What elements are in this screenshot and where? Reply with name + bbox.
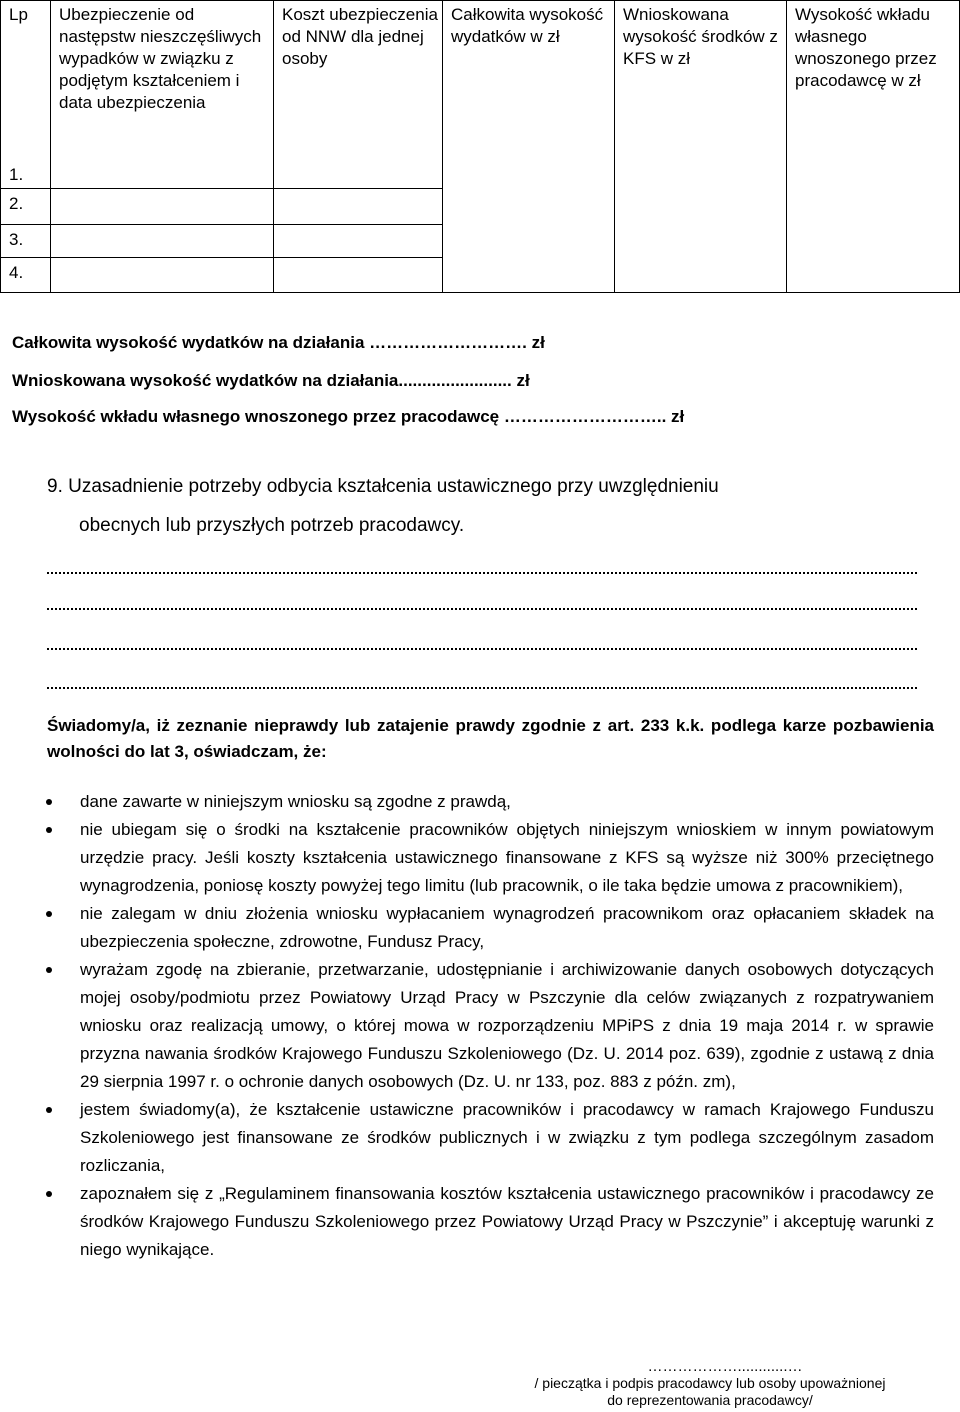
dotted-line <box>47 604 917 610</box>
dotted-line <box>47 644 917 650</box>
list-item: dane zawarte w niniejszym wniosku są zgodne z prawdą, <box>0 788 934 816</box>
summary-requested-expenses: Wnioskowana wysokość wydatków na działania........................ zł <box>12 371 530 390</box>
bullet-icon <box>46 1191 52 1197</box>
summary-total-expenses: Całkowita wysokość wydatków na działania ………………………. zł <box>12 333 545 352</box>
section-9-heading: 9. Uzasadnienie potrzeby odbycia kształcenia ustawicznego przy uwzględnieniu <box>47 476 719 497</box>
list-item: zapoznałem się z „Regulaminem finansowania kosztów kształcenia ustawicznego pracowników i pracodawcy ze środków Krajowego Funduszu Szkoleniowego przez Powiatowy Urząd Pracy w Pszczynie” i akceptuję warunki z niego wynikające. <box>0 1180 934 1264</box>
header-lp <box>1 1 51 189</box>
table-cell <box>51 189 274 225</box>
costs-table <box>0 0 960 293</box>
declaration-statement: Świadomy/a, iż zeznanie nieprawdy lub zatajenie prawdy zgodnie z art. 233 k.k. podlega karze pozbawienia wolności do lat 3, oświadczam, że: <box>47 716 934 761</box>
list-item: jestem świadomy(a), że kształcenie ustawiczne pracowników i pracodawcy w ramach Krajowego Funduszu Szkoleniowego jest finansowane ze środków publicznych i w związku z tym podlega szczególnym zasadom rozliczania, <box>0 1096 934 1180</box>
signature-block <box>470 1358 950 1409</box>
table-cell <box>51 225 274 258</box>
list-item: nie zalegam w dniu złożenia wniosku wypłacaniem wynagrodzeń pracownikom oraz opłacaniem składek na ubezpieczenia społeczne, zdrowotne, Fundusz Pracy, <box>0 900 934 956</box>
bullet-icon <box>46 799 52 805</box>
signature-label-2: do reprezentowania pracodawcy/ <box>607 1392 813 1408</box>
row-number: 3. <box>1 225 51 258</box>
table-cell <box>274 225 443 258</box>
bullet-icon <box>46 1107 52 1113</box>
dotted-line <box>47 568 917 574</box>
row-number: 2. <box>1 189 51 225</box>
dotted-line <box>47 683 917 689</box>
row-number: 1. <box>9 165 24 184</box>
signature-label-1: / pieczątka i podpis pracodawcy lub osoby upoważnionej <box>534 1375 886 1391</box>
header-insurance-cost: Koszt ubezpieczenia od NNW dla jednej osoby <box>274 1 443 189</box>
table-cell <box>274 189 443 225</box>
bullet-icon <box>46 911 52 917</box>
section-9-heading-cont: obecnych lub przyszłych potrzeb pracodawcy. <box>79 515 465 536</box>
header-requested-kfs: Wnioskowana wysokość środków z KFS w zł <box>615 1 787 293</box>
header-total-expenses: Całkowita wysokość wydatków w zł <box>443 1 615 293</box>
list-item: wyrażam zgodę na zbieranie, przetwarzanie, udostępnianie i archiwizowanie danych osobowych dotyczących mojej osoby/podmiotu przez Powiatowy Urząd Pracy w Pszczynie dla celów związanych z rozpatrywaniem wniosku oraz realizacją umowy, o której mowa w rozporządzeniu MPiPS z dnia 19 maja 2014 r. w sprawie przyzna nawania środków Krajowego Funduszu Szkoleniowego (Dz. U. 2014 poz. 639), zgodnie z ustawą z dnia 29 sierpnia 1997 r. o ochronie danych osobowych (Dz. U. nr 133, poz. 883 z późn. zm), <box>0 956 934 1096</box>
header-lp-label: Lp <box>9 5 28 24</box>
header-insurance: Ubezpieczenie od następstw nieszczęśliwych wypadków w związku z podjętym kształceniem i data ubezpieczenia <box>51 1 274 189</box>
row-number: 4. <box>1 258 51 293</box>
signature-dots: ………………............… <box>647 1358 803 1375</box>
bullet-icon <box>46 967 52 973</box>
declaration-list <box>0 788 934 1264</box>
header-own-contribution: Wysokość wkładu własnego wnoszonego przez pracodawcę w zł <box>787 1 960 293</box>
table-cell <box>51 258 274 293</box>
bullet-icon <box>46 827 52 833</box>
summary-own-contribution: Wysokość wkładu własnego wnoszonego przez pracodawcę ……………………….. zł <box>12 407 685 426</box>
list-item: nie ubiegam się o środki na kształcenie pracowników objętych niniejszym wnioskiem w innym powiatowym urzędzie pracy. Jeśli koszty kształcenia ustawicznego finansowane z KFS są wyższe niż 300% przeciętnego wynagrodzenia, poniosę koszty powyżej tego limitu (lub pracownik, o ile taka będzie umowa z pracownikiem), <box>0 816 934 900</box>
table-cell <box>274 258 443 293</box>
